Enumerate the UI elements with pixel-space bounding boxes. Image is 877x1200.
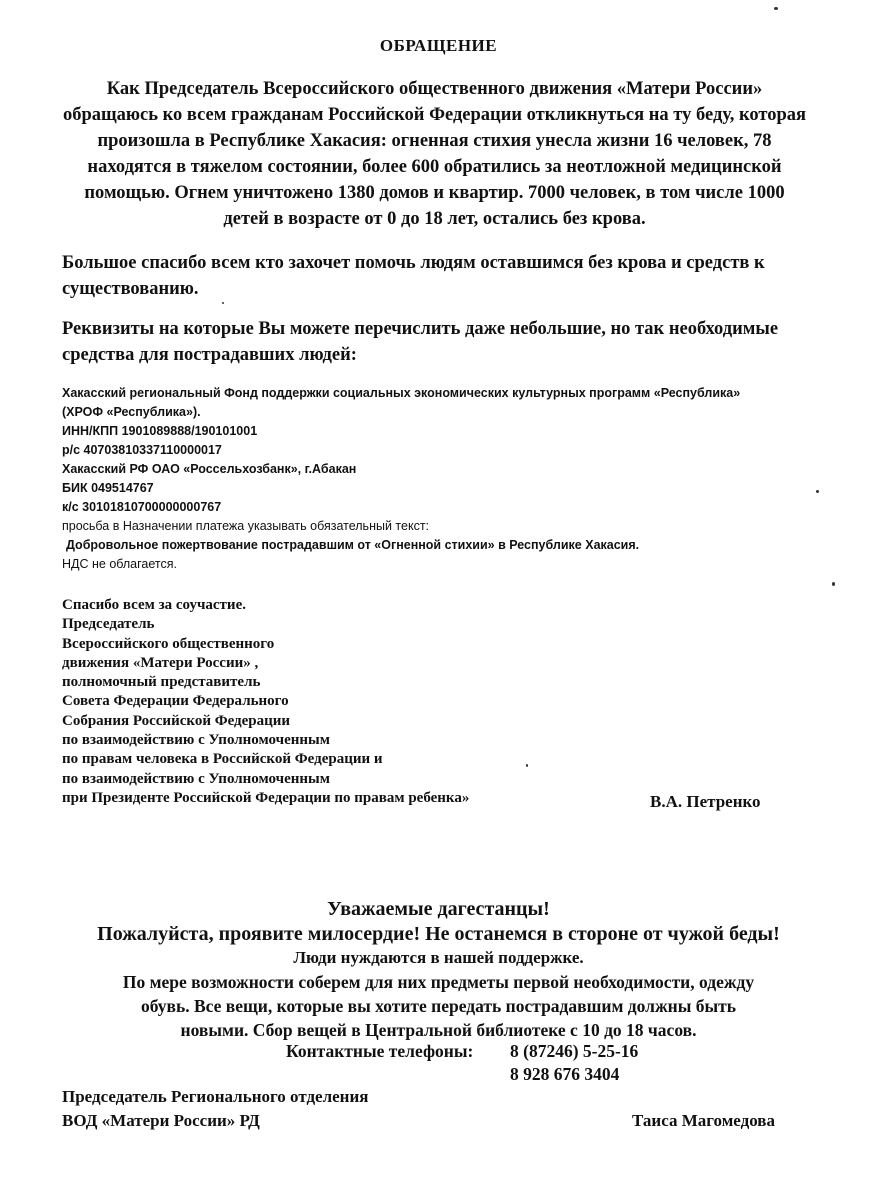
fund-name-line1: Хакасский региональный Фонд поддержки социальных экономических культурных программ «Республика» xyxy=(62,386,741,400)
inn-kpp: ИНН/КПП 1901089888/190101001 xyxy=(62,424,258,438)
bik: БИК 049514767 xyxy=(62,481,154,495)
signatory-name-2: Таиса Магомедова xyxy=(632,1111,775,1130)
requisites-intro-paragraph: Реквизиты на которые Вы можете перечислить даже небольшие, но так необходимые средства для пострадавших людей: xyxy=(62,319,779,365)
signature1-line: движения «Матери России» , xyxy=(62,654,259,671)
payment-purpose-text: Добровольное пожертвование пострадавшим от «Огненной стихии» в Республике Хакасия. xyxy=(66,538,640,552)
appeal-heading: Уважаемые дагестанцы! xyxy=(327,898,550,920)
vat-note: НДС не облагается. xyxy=(62,557,177,571)
phone-number: 8 928 676 3404 xyxy=(510,1064,620,1084)
signature1-line: по взаимодействию с Уполномоченным xyxy=(62,732,330,749)
fund-name-line2: (ХРОФ «Республика»). xyxy=(62,405,201,419)
bank-details xyxy=(62,384,807,574)
appeal-line: Люди нуждаются в нашей поддержке. xyxy=(293,948,584,967)
scan-speck xyxy=(526,764,528,767)
signatory-name-1: В.А. Петренко xyxy=(650,792,761,811)
signature-block-1 xyxy=(62,596,582,808)
scan-speck xyxy=(832,582,835,586)
signature1-line: полномочный представитель xyxy=(62,674,261,691)
signature1-line: Председатель xyxy=(62,616,155,633)
document-title: ОБРАЩЕНИЕ xyxy=(379,36,498,55)
phones-label: Контактные телефоны: xyxy=(286,1041,474,1061)
signature1-line: по взаимодействию с Уполномоченным xyxy=(62,770,330,787)
correspondent-account: к/с 30101810700000000767 xyxy=(62,500,222,514)
appeal-line: Пожалуйста, проявите милосердие! Не останемся в стороне от чужой беды! xyxy=(97,923,780,945)
contact-phones xyxy=(286,1040,638,1086)
signature1-line: Собрания Российской Федерации xyxy=(62,712,291,729)
signature-block-2 xyxy=(62,1085,368,1133)
signature1-line: Спасибо всем за соучастие. xyxy=(62,597,246,613)
appeal-line: обувь. Все вещи, которые вы хотите передать пострадавшим должны быть xyxy=(140,996,737,1016)
payment-note: просьба в Назначении платежа указывать обязательный текст: xyxy=(62,519,430,533)
thanks-paragraph: Большое спасибо всем кто захочет помочь людям оставшимся без крова и средств к существованию. xyxy=(62,253,765,299)
signature2-line: ВОД «Матери России» РД xyxy=(62,1111,260,1130)
signature1-line: Всероссийского общественного xyxy=(62,635,275,652)
scan-speck xyxy=(222,302,224,304)
scan-speck xyxy=(774,7,778,10)
signature1-line: Совета Федерации Федерального xyxy=(62,693,289,710)
bank-name: Хакасский РФ ОАО «Россельхозбанк», г.Абакан xyxy=(62,462,357,476)
dagestan-appeal xyxy=(0,896,877,1042)
signature2-line: Председатель Регионального отделения xyxy=(62,1087,369,1106)
appeal-line: новыми. Сбор вещей в Центральной библиотеке с 10 до 18 часов. xyxy=(180,1020,697,1040)
intro-paragraph: Как Председатель Всероссийского общественного движения «Матери России» обращаюсь ко всем гражданам Российской Федерации откликнуться на ту беду, которая произошла в Республике Хакасия: огненная стихия унесла жизни 16 человек, 78 находятся в тяжелом состоянии, более 600 обратились за неотложной медицинской помощью. Огнем уничтожено 1380 домов и квартир. 7000 человек, в том числе 1000 детей в возрасте от 0 до 18 лет, остались без крова. xyxy=(62,79,807,229)
phone-number: 8 (87246) 5-25-16 xyxy=(510,1041,639,1061)
appeal-line: По мере возможности соберем для них предметы первой необходимости, одежду xyxy=(122,972,755,992)
scan-speck xyxy=(816,490,819,493)
settlement-account: р/с 40703810337110000017 xyxy=(62,443,222,457)
signature1-line: по правам человека в Российской Федерации и xyxy=(62,751,383,768)
signature1-line: при Президенте Российской Федерации по правам ребенка» xyxy=(62,789,470,806)
